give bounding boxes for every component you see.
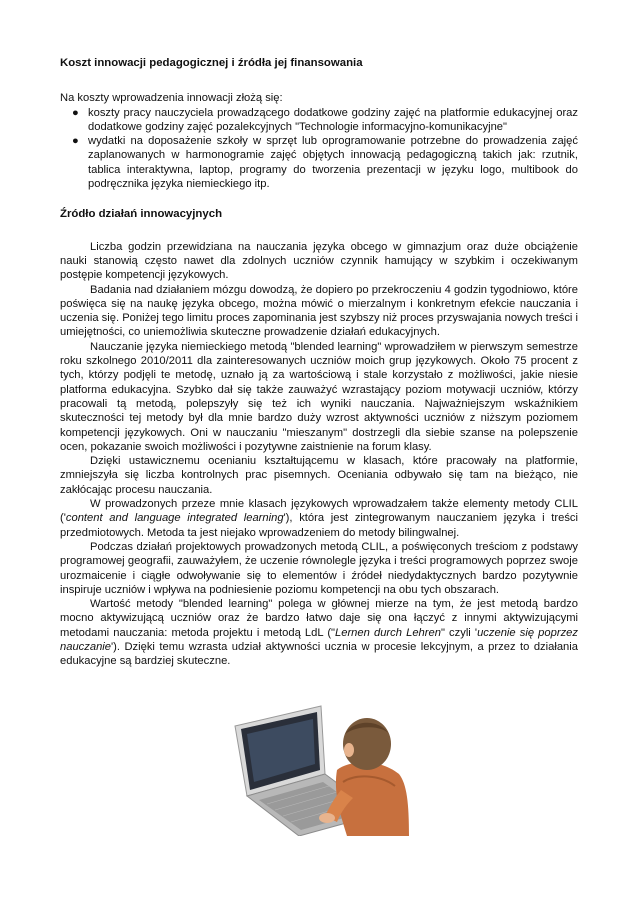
heading-costs: Koszt innowacji pedagogicznej i źródła jej finansowania (60, 57, 363, 69)
intro-text: Na koszty wprowadzenia innowacji złożą się: (60, 92, 283, 105)
paragraph: Badania nad działaniem mózgu dowodzą, że dopiero po przekroczeniu 4 godzin tygodniowo, które poświęca się na naukę języka obcego, można mówić o mierzalnym i konkretnym efekcie nauczania i uczenia się. Poniżej tego limitu proces zapominania jest szybszy niż proces przyswajania nowych treści i umiejętności, co uniemożliwia skuteczne prowadzenie działań edukacyjnych. (60, 283, 578, 339)
boy-laptop-icon (229, 704, 409, 836)
laptop-photo (229, 704, 409, 836)
heading-sources: Źródło działań innowacyjnych (60, 208, 223, 221)
paragraph: Nauczanie języka niemieckiego metodą "blended learning" wprowadziłem w pierwszym semestrze roku szkolnego 2010/2011 dla zainteresowanych uczniów moich grup językowych. Około 75 procent z tych, którzy podjęli te metodę, uznało ją za wartościową i stale korzystało z możliwości, jakie niesie platforma edukacyjna. Szybko dał się także zauważyć wzrastający poziom motywacji uczniów, którzy pracowali tą metodą, polepszyły się też ich wyniki nauczania. Najważniejszym wskaźnikiem skuteczności tej metody był dla mnie bardzo duży wzrost aktywności uczniów z niższym poziomem kompetencji językowych. Oni w nauczaniu "mieszanym" dostrzegli dla siebie szanse na polepszenie ocen, pokazanie swoich możliwości i pozytywne zaistnienie na forum klasy. (60, 340, 578, 453)
list-item: ● koszty pracy nauczyciela prowadzącego dodatkowe godziny zajęć na platformie edukacyjnej oraz dodatkowe godziny zajęć pozalekcyjnych "Technologie informacyjno-komunikacyjne" (72, 106, 578, 133)
bullet-icon: ● (72, 106, 79, 119)
document-page (60, 56, 578, 669)
paragraph: W prowadzonych przeze mnie klasach językowych wprowadzałem także elementy metody CLIL ('content and language integrated learning'), która jest zintegrowanym nauczaniem języka i treści przedmiotowych. Metoda ta jest niejako wprowadzeniem do metody bilingwalnej. (60, 498, 578, 539)
body-paragraphs (60, 240, 578, 669)
bullet-icon: ● (72, 135, 79, 148)
cost-list (60, 106, 578, 192)
paragraph: Podczas działań projektowych prowadzonych metodą CLIL, a poświęconych treściom z podstawy programowej geografii, zauważyłem, że uczenie równolegle języka i treści programowych poprzez swoje urozmaicenie i ciągłe odwoływanie się to elementów i źródeł niedydaktycznych bardzo pozytywnie inspiruje uczniów i wpływa na podniesienie poziomu kompetencji na obu tych obszarach. (60, 540, 578, 596)
paragraph: Dzięki ustawicznemu ocenianiu kształtującemu w klasach, które pracowały na platformie, zmniejszyła się liczba kontrolnych prac pisemnych. Oceniania odbywało się tam na bieżąco, nie zakłócając procesu nauczania. (60, 455, 578, 496)
list-item: ● wydatki na doposażenie szkoły w sprzęt lub oprogramowanie potrzebne do prowadzenia zajęć zaplanowanych w harmonogramie zajęć objętych innowacją pedagogiczną takich jak: rzutnik, tablica interaktywna, laptop, programy do tworzenia prezentacji w języku logo, multibook do podręcznika języka niemieckiego itp. (72, 135, 578, 191)
paragraph: Liczba godzin przewidziana na nauczania języka obcego w gimnazjum oraz duże obciążenie nauki stanowią często nawet dla zdolnych uczniów czynnik hamujący w szybkim i oczekiwanym postępie kompetencji językowych. (60, 240, 578, 282)
paragraph: Wartość metody "blended learning" polega w głównej mierze na tym, że jest metodą bardzo mocno aktywizującą uczniów oraz że bardzo łatwo daje się ona łączyć z innymi aktywizującymi metodami nauczania: metoda projektu i metodą LdL ("Lernen durch Lehren" czyli 'uczenie się poprzez nauczanie'). Dzięki temu wzrasta udział aktywności ucznia w procesie lekcyjnym, a przez to działania edukacyjne są bardziej skuteczne. (60, 598, 578, 668)
